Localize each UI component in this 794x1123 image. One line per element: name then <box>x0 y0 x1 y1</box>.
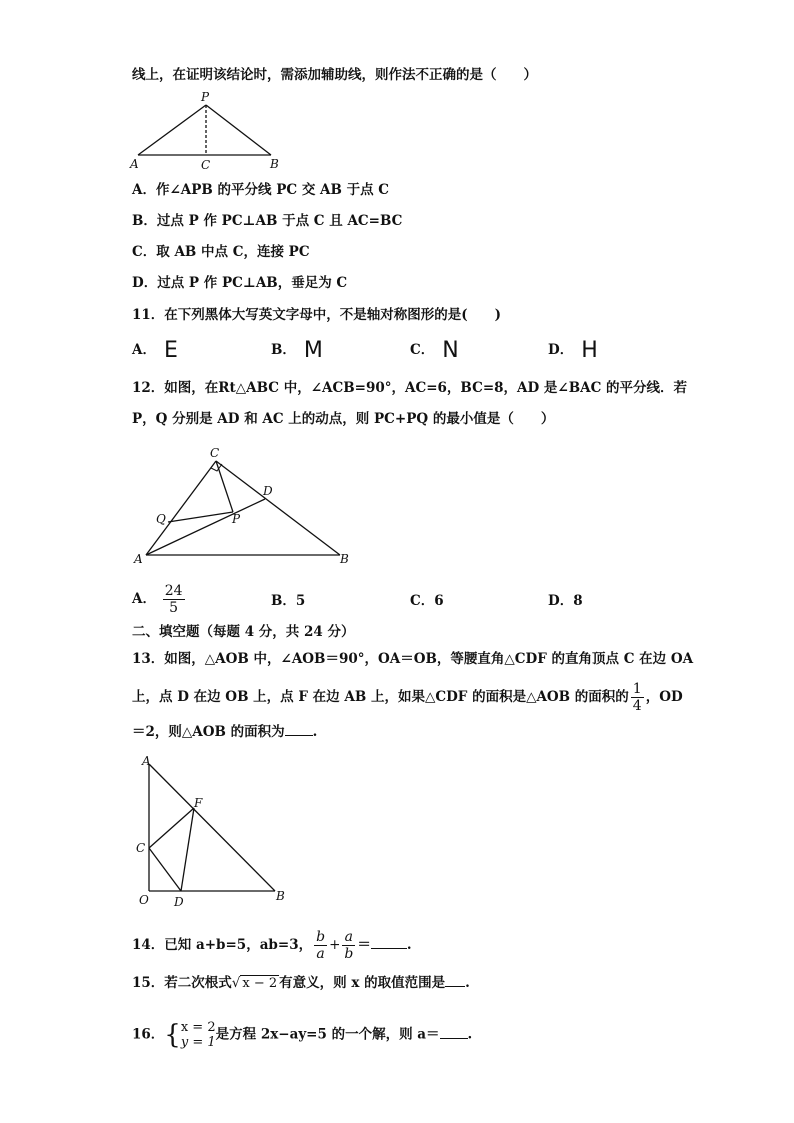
q11-option-d-key: D． <box>548 342 574 358</box>
q11-option-a <box>132 338 178 363</box>
q11-option-a-key: A． <box>132 342 156 358</box>
q13-label-o: O <box>139 893 149 907</box>
q13-answer-blank <box>285 723 313 736</box>
brace-icon: { <box>164 1020 181 1050</box>
q14-line <box>132 929 412 962</box>
q12-option-d: D．8 <box>548 593 583 609</box>
q14-fraction-2-numerator: a <box>342 929 355 946</box>
q13-label-c: C <box>136 841 146 855</box>
q15-radicand: x − 2 <box>242 976 278 991</box>
sqrt-sign-icon: √ <box>231 975 241 991</box>
q16-end: . <box>467 1026 473 1043</box>
q13-line1: 13．如图，△AOB 中，∠AOB＝90°，OA＝OB，等腰直角△CDF 的直角顶点 C 在边 OA <box>132 651 694 667</box>
q13-line2-tail: ，OD <box>645 689 683 705</box>
q14-plus: + <box>329 937 341 953</box>
q10-option-b: B．过点 P 作 PC⊥AB 于点 C 且 AC=BC <box>132 213 403 229</box>
q14-fraction-1-denominator: a <box>316 946 325 962</box>
q11-option-c <box>410 338 459 363</box>
q16-system <box>181 1020 216 1050</box>
q13-line2 <box>132 681 683 714</box>
q13-label-b: B <box>276 889 285 903</box>
q10-label-c: C <box>201 158 211 172</box>
q14-end: . <box>406 937 412 953</box>
q12-label-q: Q <box>156 512 166 526</box>
q16-suffix: 是方程 2x−ay=5 的一个解，则 a＝ <box>215 1026 440 1043</box>
q12-label-c: C <box>210 446 220 460</box>
q10-figure <box>128 88 288 172</box>
q13-fraction-denominator: 4 <box>632 698 642 714</box>
q15-prefix: 15．若二次根式 <box>132 975 232 991</box>
q12-option-a <box>132 583 187 616</box>
q12-label-a: A <box>134 552 143 566</box>
q12-label-d: D <box>263 484 273 498</box>
q11-option-d <box>548 338 598 363</box>
q13-label-f: F <box>194 796 203 810</box>
q10-label-b: B <box>270 157 279 171</box>
q12-label-p: P <box>232 512 241 526</box>
q13-line2-text: 上，点 D 在边 OB 上，点 F 在边 AB 上，如果△CDF 的面积是△AOB 的面积的 <box>132 689 629 705</box>
q11-option-c-letter: N <box>442 338 459 363</box>
q12-option-a-fraction <box>163 583 185 616</box>
q12-figure <box>128 442 360 570</box>
q15-line <box>132 974 470 993</box>
q12-stem-line1: 12．如图，在Rt△ABC 中，∠ACB=90°，AC=6，BC=8，AD 是∠BAC 的平分线．若 <box>132 380 688 396</box>
q11-option-d-letter: H <box>581 338 598 363</box>
q14-fraction-2-denominator: b <box>344 946 354 962</box>
q13-fraction <box>631 681 644 714</box>
q16-eq1: x = 2 <box>180 1020 216 1035</box>
q11-option-b <box>271 338 323 363</box>
q10-stem-tail: 线上，在证明该结论时，需添加辅助线，则作法不正确的是（ ） <box>132 67 537 83</box>
q10-label-p: P <box>201 90 210 104</box>
q14-fraction-1-numerator: b <box>316 929 326 945</box>
q11-option-c-key: C． <box>410 342 435 358</box>
q11-option-a-letter: E <box>163 338 178 363</box>
q13-line3-text: ＝2，则△AOB 的面积为 <box>132 724 285 740</box>
q14-fraction-1 <box>314 929 327 962</box>
q12-option-b: B．5 <box>271 593 306 609</box>
q14-equals: ＝ <box>357 937 371 953</box>
q15-end: . <box>465 975 470 991</box>
q14-prefix: 14．已知 a+b=5，ab=3， <box>132 937 313 953</box>
q14-fraction-2 <box>342 929 355 962</box>
q13-label-a: A <box>142 754 151 768</box>
q15-sqrt <box>232 974 279 993</box>
q15-answer-blank <box>445 974 465 987</box>
q11-stem: 11．在下列黑体大写英文字母中，不是轴对称图形的是( ) <box>132 307 502 323</box>
q13-line3-end: . <box>312 724 318 740</box>
q11-option-b-letter: M <box>303 338 323 363</box>
q12-option-c: C．6 <box>410 593 444 609</box>
q12-label-b: B <box>340 552 349 566</box>
q10-option-c: C．取 AB 中点 C，连接 PC <box>132 244 310 260</box>
q10-label-a: A <box>130 157 139 171</box>
q10-option-d: D．过点 P 作 PC⊥AB，垂足为 C <box>132 275 348 291</box>
q13-fraction-numerator: 1 <box>632 681 642 697</box>
q12-option-a-denominator: 5 <box>169 600 179 616</box>
q16-line <box>132 1020 472 1050</box>
q15-suffix: 有意义，则 x 的取值范围是 <box>279 975 446 991</box>
q12-option-a-key: A． <box>132 591 156 607</box>
q16-answer-blank <box>440 1026 468 1039</box>
q12-option-a-numerator: 24 <box>164 583 183 599</box>
q16-eq2: y = 1 <box>180 1035 216 1050</box>
q13-line3 <box>132 723 317 741</box>
q13-figure <box>132 752 298 912</box>
q11-option-b-key: B． <box>271 342 296 358</box>
q12-stem-line2: P，Q 分别是 AD 和 AC 上的动点，则 PC+PQ 的最小值是（ ） <box>132 411 555 427</box>
q10-option-a: A．作∠APB 的平分线 PC 交 AB 于点 C <box>132 182 390 198</box>
q14-answer-blank <box>371 936 407 949</box>
section2-title: 二、填空题（每题 4 分，共 24 分） <box>132 624 355 640</box>
q13-label-d: D <box>174 895 184 909</box>
q16-prefix: 16． <box>132 1026 165 1043</box>
